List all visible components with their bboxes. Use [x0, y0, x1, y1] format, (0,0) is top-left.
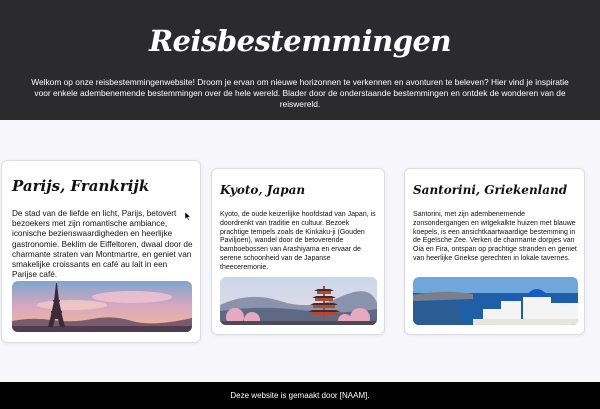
destination-description: Santorini, met zijn adembenemende zonsondergangen en witgekalkte huizen met blauwe koepels, is een ansichtkaartwaardige bestemming in de Egeïsche Zee. Verken de charmante dorpjes van Oia en Fira, ontspan op prachtige stranden en geniet van heerlijke Griekse gerechten in lokale tavernes.: [413, 211, 577, 262]
destination-card-kyoto: [211, 168, 385, 335]
destination-card-paris: [1, 160, 201, 343]
destination-title: Kyoto, Japan: [220, 183, 306, 197]
destination-title: Parijs, Frankrijk: [12, 177, 150, 195]
destination-title: Santorini, Griekenland: [413, 183, 568, 197]
destination-description: Kyoto, de oude keizerlijke hoofdstad van Japan, is doordrenkt van traditie en cultuur. Bezoek prachtige tempels zoals de Kinkaku-ji (Gouden Paviljoen), wandel door de betoverende bamboebossen van Arashiyama en ervaar de serene schoonheid van de Japanse theeceremonie.: [220, 211, 376, 271]
site-header: [0, 0, 600, 120]
footer-credit: Deze website is gemaakt door [NAAM].: [230, 391, 370, 400]
intro-text: Welkom op onze reisbestemmingenwebsite! Droom je ervan om nieuwe horizonnen te verkennen en avonturen te beleven? Hier vind je inspiratie voor enkele adembenemende bestemmingen over de hele wereld. Blader door de onderstaande bestemmingen en ontdek de wonderen van de reiswereld.: [31, 77, 569, 109]
site-footer: [0, 382, 600, 409]
destination-card-santorini: [404, 168, 585, 335]
eiffel-tower-photo: [12, 281, 192, 332]
santorini-domes-photo: [413, 277, 578, 325]
page-title: Reisbestemmingen: [148, 24, 452, 58]
mouse-cursor-icon: [185, 212, 191, 221]
kyoto-pagoda-photo: [220, 277, 377, 325]
destination-description: De stad van de liefde en licht, Parijs, betovert bezoekers met zijn romantische ambiance, iconische bezienswaardigheden en heerlijke gastronomie. Beklim de Eiffeltoren, dwaal door de charmante straten van Montmartre, en geniet van smakelijke croissants en café au lait in een Parijse café.: [12, 209, 193, 280]
